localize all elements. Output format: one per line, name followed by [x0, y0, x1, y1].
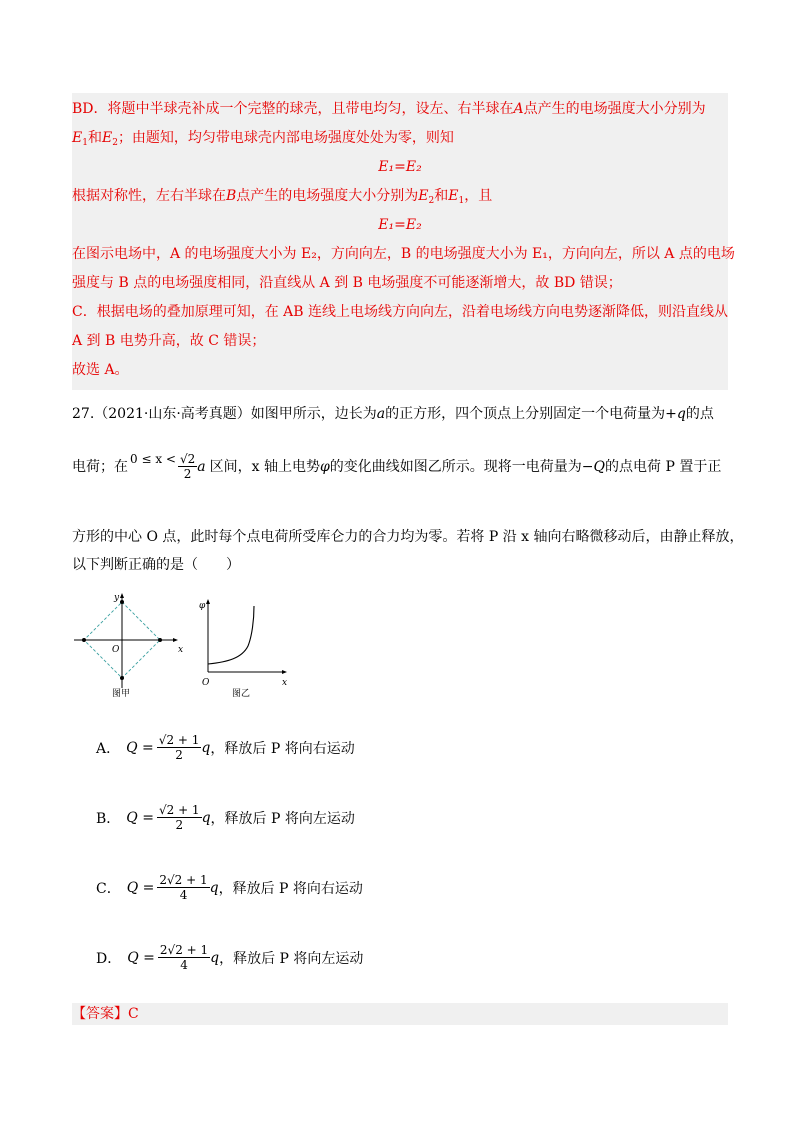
y-axis-arrow — [206, 599, 210, 604]
question-line-2: 电荷；在 0 ≤ x < $\frac{√2}{2}$ a 区间，x 轴上电势 φ 的变化曲线如图乙所示。现将一电荷量为 −Q 的点电荷 P 置于正 — [72, 451, 722, 481]
range-fraction: $\frac{√2}{2}$ — [179, 452, 196, 481]
fig-a-caption: 图甲 — [112, 689, 131, 699]
fig-a-origin: O — [112, 645, 120, 655]
point-a: A — [513, 101, 524, 117]
charge-right — [158, 638, 162, 642]
solution-text: ；由题知，均匀带电球壳内部电场强度处处为零，则知 — [117, 130, 454, 146]
fig-b-origin: O — [202, 678, 210, 688]
x-axis-arrow — [282, 670, 287, 674]
solution-line-7: A 到 B 电势升高，故 C 错误； — [72, 333, 266, 349]
solution-text: BD．将题中半球壳补成一个完整的球壳，且带电均匀，设左、右半球在 — [72, 101, 514, 117]
option-d[interactable]: D． Q = $\frac{2√2 + 1}{4}$ q ，释放后 P 将向左运动 — [96, 943, 364, 972]
fig-a-x-label: x — [178, 645, 184, 655]
fig-b-caption: 图乙 — [232, 689, 251, 699]
e1-symbol: E — [72, 130, 83, 146]
figure-b — [198, 596, 294, 700]
question-line-3: 方形的中心 O 点，此时每个点电荷所受库仑力的合力均为零。若将 P 沿 x 轴向右略微移动后，由静止释放， — [72, 529, 744, 545]
solution-line-6: C．根据电场的叠加原理可知，在 AB 连线上电场线方向向左，沿着电场线方向电势逐渐降低，则沿直线从 — [72, 304, 729, 320]
potential-curve — [208, 606, 254, 664]
question-line-4: 以下判断正确的是（ ） — [72, 557, 240, 573]
question-line-1: 27.（2021·山东·高考真题）如图甲所示，边长为a的正方形，四个顶点上分别固定一个电荷量为+q的点 — [72, 406, 714, 422]
option-a[interactable]: A． Q = $\frac{√2 + 1}{2}$ q ，释放后 P 将向右运动 — [96, 733, 355, 762]
solution-line-4: 在图示电场中，A 的电场强度大小为 E₂，方向向左，B 的电场强度大小为 E₁，方向向左，所以 A 点的电场 — [72, 246, 735, 262]
answer-bar — [72, 1003, 728, 1025]
question-source: （2021·山东·高考真题） — [94, 406, 251, 422]
fig-b-y-label: φ — [199, 601, 206, 611]
equation-2: E₁=E₂ — [378, 217, 422, 233]
equation-1: E₁=E₂ — [378, 159, 422, 175]
fig-b-x-label: x — [282, 678, 288, 688]
answer-label: 【答案】 — [72, 1006, 128, 1022]
solution-text: 和 — [87, 130, 102, 146]
e2-symbol: E — [101, 130, 113, 146]
figure-a — [72, 590, 184, 700]
charge-bottom — [120, 676, 124, 680]
x-axis-arrow — [173, 638, 178, 642]
solution-line-2: $E_1$和$E_2$；由题知，均匀带电球壳内部电场强度处处为零，则知 — [72, 130, 454, 148]
fig-a-y-label: y — [114, 593, 120, 603]
solution-line-5: 强度与 B 点的电场强度相同，沿直线从 A 到 B 电场强度不可能逐渐增大，故 BD 错误； — [72, 275, 622, 291]
charge-left — [82, 638, 86, 642]
option-c[interactable]: C． Q = $\frac{2√2 + 1}{4}$ q ，释放后 P 将向右运动 — [96, 873, 363, 902]
option-b[interactable]: B． Q = $\frac{√2 + 1}{2}$ q ，释放后 P 将向左运动 — [96, 803, 355, 832]
solution-text: 点产生的电场强度大小分别为 — [523, 101, 706, 117]
solution-line-1 — [72, 95, 706, 124]
question-number: 27. — [72, 406, 95, 422]
solution-conclusion: 故选 A。 — [72, 362, 129, 378]
solution-line-3: 根据对称性，左右半球在B点产生的电场强度大小分别为$E_2$和$E_1$，且 — [72, 188, 493, 206]
y-axis-arrow — [120, 593, 124, 598]
answer-value: C — [128, 1006, 139, 1022]
charge-top — [120, 600, 124, 604]
